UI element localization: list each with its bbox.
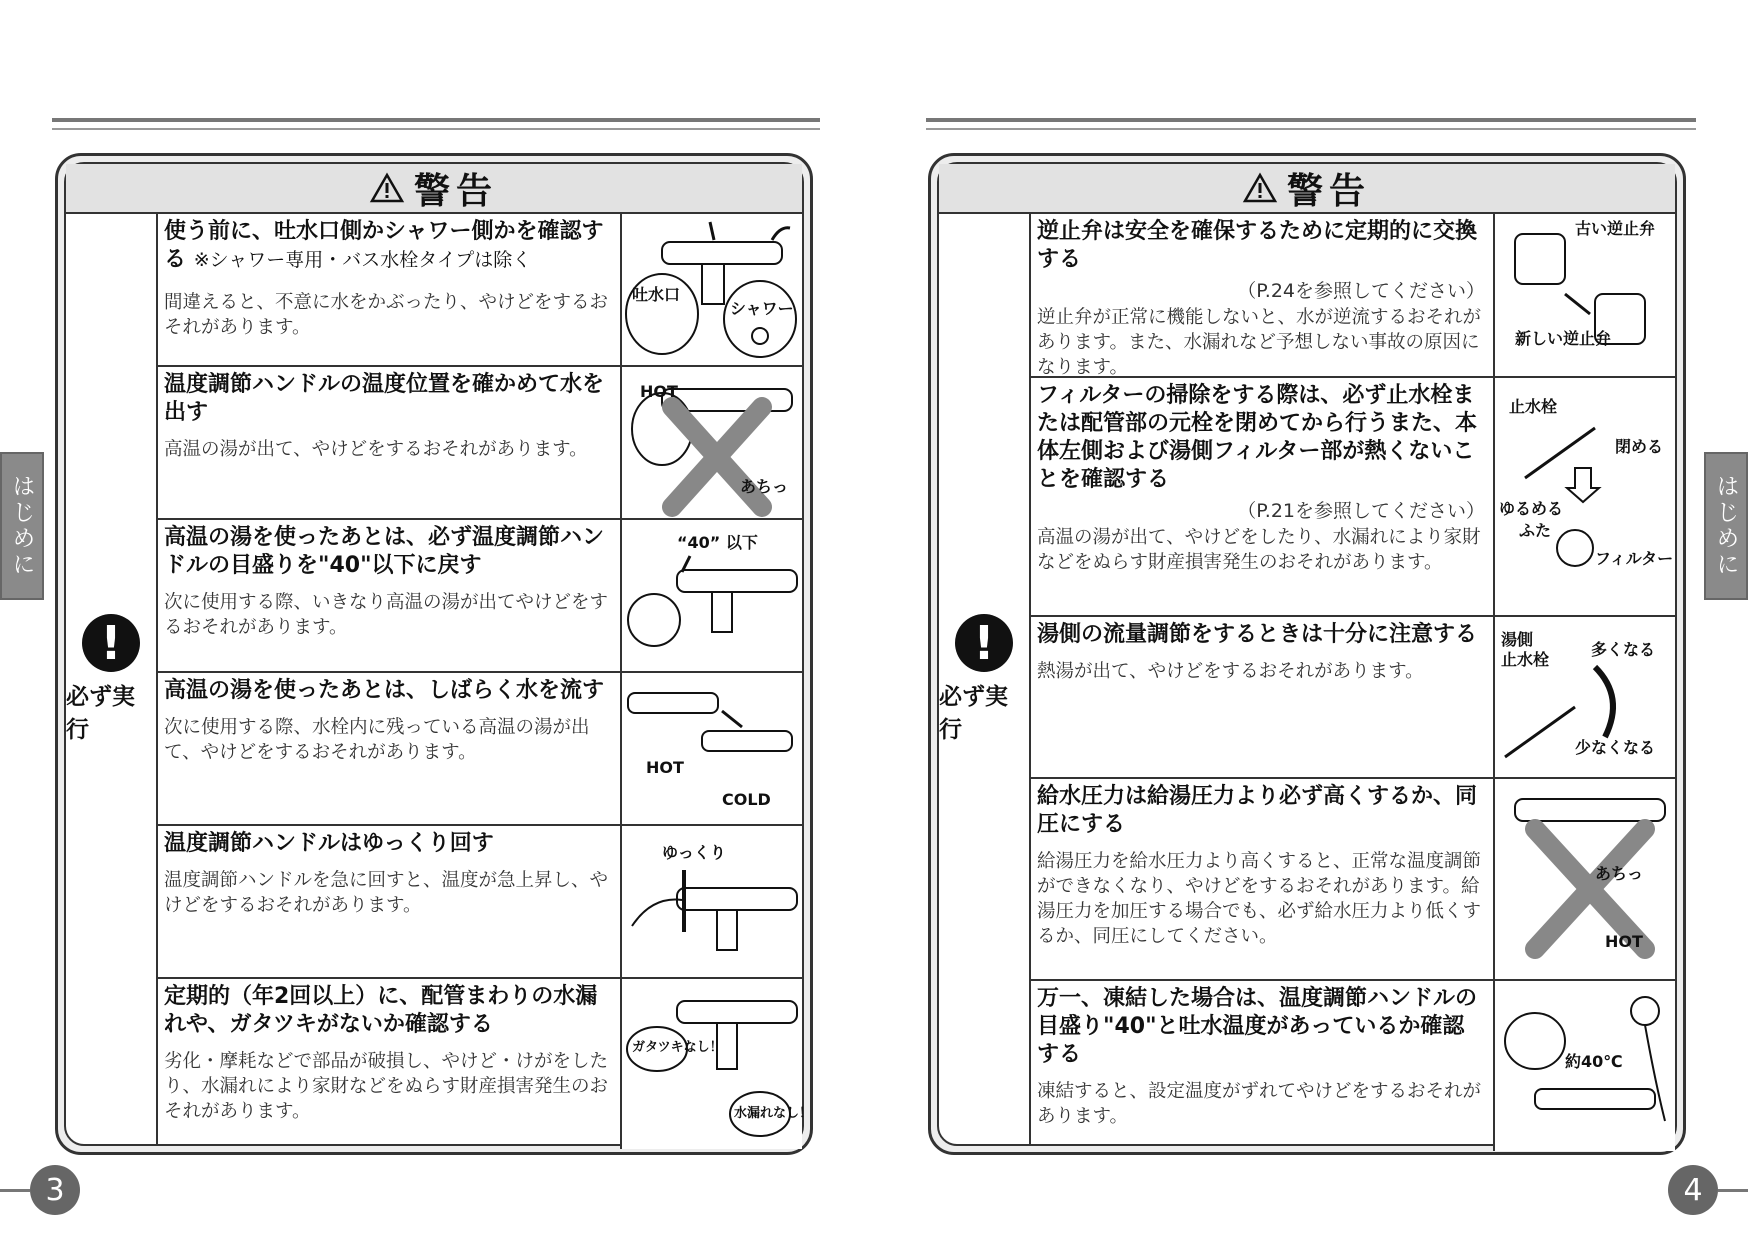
warning-header xyxy=(939,164,1675,214)
warning-row xyxy=(158,673,802,826)
warning-header-text: 警告 xyxy=(1286,170,1371,212)
row-title: 逆止弁は安全を確保するために定期的に交換する xyxy=(1037,219,1478,272)
image-label: あちっ xyxy=(1595,864,1644,883)
exclamation-icon: ! xyxy=(82,614,140,672)
must-do-column xyxy=(939,214,1031,1144)
row-title: 定期的（年2回以上）に、配管まわりの水漏れや、ガタツキがないか確認する xyxy=(164,984,598,1037)
filter-cleaning-illustration xyxy=(1493,378,1675,615)
flow-adjust-illustration xyxy=(1493,617,1675,777)
turn-slowly-illustration xyxy=(620,826,802,977)
must-do-column xyxy=(66,214,158,1144)
row-body: 次に使用する際、水栓内に残っている高温の湯が出て、やけどをするおそれがあります。 xyxy=(164,717,590,763)
row-body: 逆止弁が正常に機能しないと、水が逆流するおそれがあります。また、水漏れなど予想しない事故の原因になります。 xyxy=(1037,307,1482,378)
image-label: 少なくなる xyxy=(1575,738,1656,757)
row-reference: （P.21を参照してください） xyxy=(1237,500,1485,522)
row-body: 高温の湯が出て、やけどをするおそれがあります。 xyxy=(164,439,588,460)
row-title: 高温の湯を使ったあとは、必ず温度調節ハンドルの目盛りを"40"以下に戻す xyxy=(164,525,605,578)
page-number-right: 4 xyxy=(1668,1165,1718,1215)
image-label: シャワー xyxy=(730,299,794,318)
image-label: 多くなる xyxy=(1591,640,1656,659)
warning-panel-right xyxy=(928,153,1686,1155)
warning-header-text: 警告 xyxy=(413,170,498,212)
row-title: フィルターの掃除をする際は、必ず止水栓または配管部の元栓を閉めてから行うまた、本体左側および湯側フィルター部が熱くないことを確認する xyxy=(1037,383,1478,492)
must-do-label: 必ず実行 xyxy=(66,684,135,743)
warning-row xyxy=(1031,378,1675,617)
top-rule-left-thin xyxy=(52,128,820,130)
row-title: 給水圧力は給湯圧力より必ず高くするか、同圧にする xyxy=(1037,784,1478,837)
warning-row xyxy=(158,214,802,367)
row-body: 温度調節ハンドルを急に回すと、温度が急上昇し、やけどをするおそれがあります。 xyxy=(164,870,609,916)
image-label: HOT xyxy=(646,758,684,777)
handle-40-illustration xyxy=(620,520,802,671)
image-label: 新しい逆止弁 xyxy=(1515,329,1612,348)
warning-panel-left xyxy=(55,153,813,1155)
row-note: ※シャワー専用・バス水栓タイプは除く xyxy=(193,249,532,271)
side-tab-right[interactable]: はじめに xyxy=(1704,452,1748,600)
image-label: ふた xyxy=(1519,521,1552,540)
warning-row xyxy=(158,520,802,673)
image-label: ゆっくり xyxy=(662,843,726,862)
freeze-check-illustration xyxy=(1493,981,1675,1151)
image-label: HOT xyxy=(640,382,678,401)
row-body: 凍結すると、設定温度がずれてやけどをするおそれがあります。 xyxy=(1037,1081,1482,1127)
must-do-label: 必ず実行 xyxy=(939,684,1008,743)
image-label: 湯側 xyxy=(1501,630,1534,649)
image-label: 古い逆止弁 xyxy=(1575,219,1656,238)
row-title: 温度調節ハンドルはゆっくり回す xyxy=(164,831,494,856)
side-tab-left[interactable]: はじめに xyxy=(0,452,44,600)
warning-rows xyxy=(158,214,813,1144)
row-body: 次に使用する際、いきなり高温の湯が出てやけどをするおそれがあります。 xyxy=(164,592,609,638)
warning-triangle-icon xyxy=(1243,173,1277,203)
page-number-line-right xyxy=(1718,1189,1748,1192)
image-label: HOT xyxy=(1605,932,1643,951)
image-label: フィルター xyxy=(1595,549,1674,568)
row-body: 給湯圧力を給水圧力より高くすると、正常な温度調節ができなくなり、やけどをするおそれがあります。給湯圧力を加圧する場合でも、必ず給水圧力より低くするか、同圧にしてください。 xyxy=(1037,851,1482,947)
image-label: 止水栓 xyxy=(1501,650,1550,669)
check-valve-illustration xyxy=(1493,214,1675,376)
row-title: 湯側の流量調節をするときは十分に注意する xyxy=(1037,622,1478,647)
image-label: COLD xyxy=(722,790,771,809)
warning-row xyxy=(1031,779,1675,981)
flush-water-illustration xyxy=(620,673,802,824)
check-leaks-illustration xyxy=(620,979,813,1149)
image-label: 吐水口 xyxy=(632,285,681,304)
page-number-line-left xyxy=(0,1189,30,1192)
warning-header xyxy=(66,164,802,214)
top-rule-left xyxy=(52,118,820,122)
row-title: 温度調節ハンドルの温度位置を確かめて水を出す xyxy=(164,372,605,425)
image-label: ガタツキなし！ xyxy=(632,1040,723,1055)
page-number-left: 3 xyxy=(30,1165,80,1215)
row-body: 劣化・摩耗などで部品が破損し、やけど・けがをしたり、水漏れにより家財などをぬらす財産損害発生のおそれがあります。 xyxy=(164,1051,609,1122)
warning-row xyxy=(158,367,802,520)
image-label: “40” 以下 xyxy=(677,533,758,552)
row-body: 間違えると、不意に水をかぶったり、やけどをするおそれがあります。 xyxy=(164,292,609,338)
row-title: 万一、凍結した場合は、温度調節ハンドルの目盛り"40"と吐水温度があっているか確認する xyxy=(1037,986,1478,1067)
warning-row xyxy=(1031,981,1675,1151)
image-label: あちっ xyxy=(740,477,789,496)
warning-row xyxy=(1031,214,1675,378)
row-title: 高温の湯を使ったあとは、しばらく水を流す xyxy=(164,678,605,703)
row-title: 使う前に、吐水口側かシャワー側かを確認する xyxy=(164,219,604,272)
row-reference: （P.24を参照してください） xyxy=(1237,280,1485,302)
image-label: 水漏れなし！ xyxy=(734,1106,813,1121)
pressure-illustration xyxy=(1493,779,1675,979)
image-label: 止水栓 xyxy=(1509,397,1558,416)
row-body: 高温の湯が出て、やけどをしたり、水漏れにより家財などをぬらす財産損害発生のおそれがあります。 xyxy=(1037,527,1481,573)
warning-row xyxy=(1031,617,1675,779)
warning-rows xyxy=(1031,214,1675,1144)
warning-row xyxy=(158,826,802,979)
top-rule-right-thin xyxy=(926,128,1696,130)
exclamation-icon: ! xyxy=(955,614,1013,672)
image-label: 約40℃ xyxy=(1565,1052,1623,1071)
image-label: ゆるめる xyxy=(1499,499,1564,518)
hot-handle-illustration xyxy=(620,367,802,518)
top-rule-right xyxy=(926,118,1696,122)
spout-shower-illustration xyxy=(620,214,802,365)
image-label: 閉める xyxy=(1615,437,1664,456)
row-body: 熱湯が出て、やけどをするおそれがあります。 xyxy=(1037,661,1424,682)
warning-row xyxy=(158,979,813,1149)
warning-triangle-icon xyxy=(370,173,404,203)
